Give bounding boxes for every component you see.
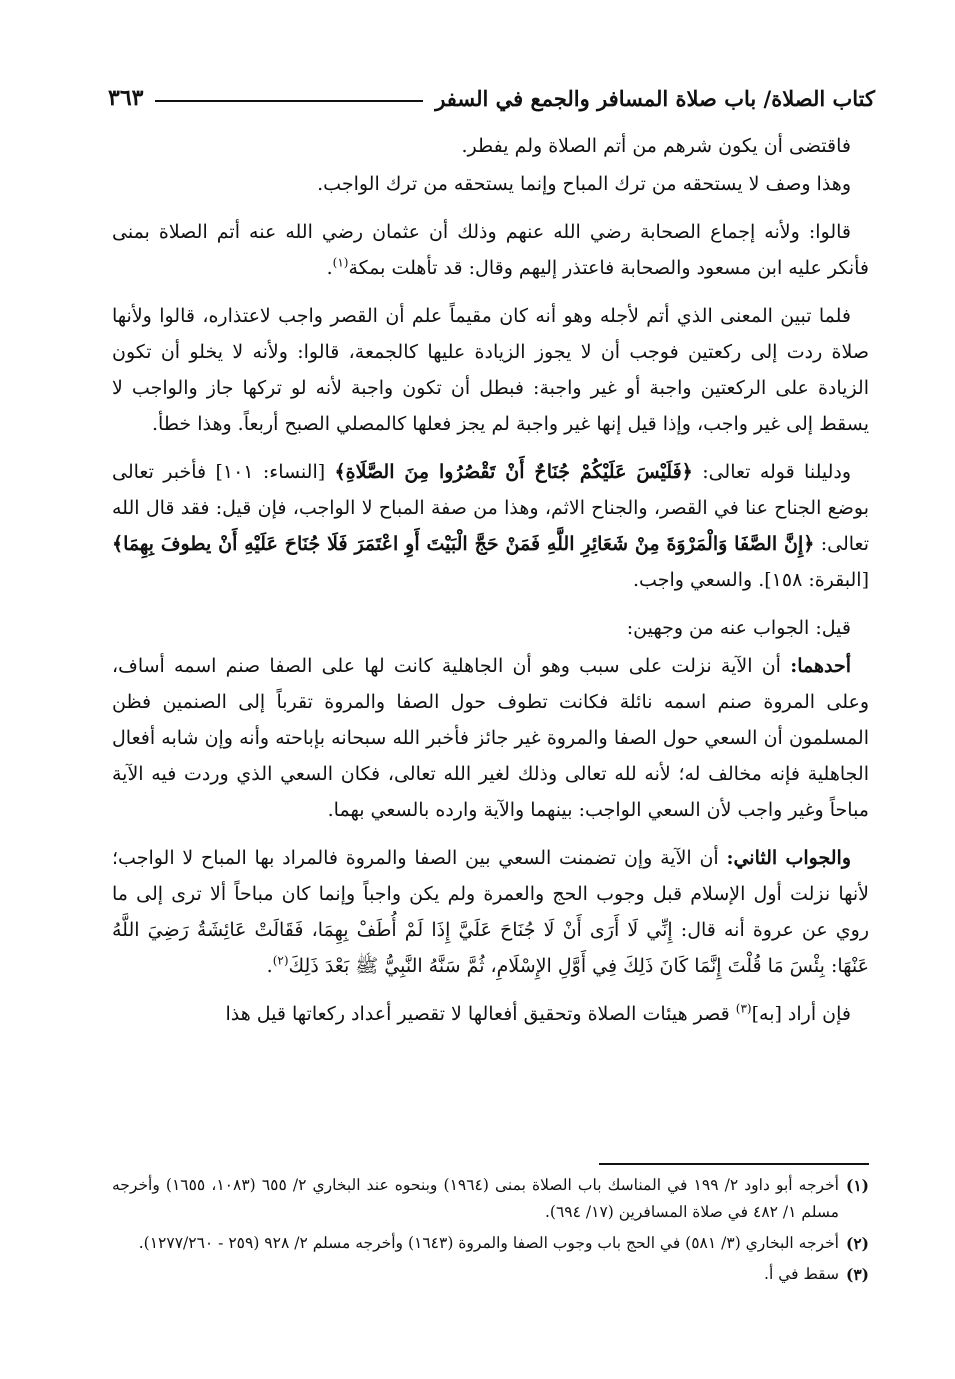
paragraph-text: قيل: الجواب عنه من وجهين: (626, 617, 851, 639)
paragraph-text: فأخبر تعالى بوضع الجناح عنا في القصر، والجناح الاثم، وهذا من صفة المباح لا الواجب، فإن قيل: فقد قال الله تعالى: (112, 461, 870, 555)
paragraph-lead: ودليلنا قوله تعالى: (702, 461, 852, 483)
answer-heading: أحدهما: (790, 655, 851, 677)
quran-verse: ﴿فَلَيْسَ عَلَيْكُمْ جُنَاحٌ أَنْ تَقْصُرُوا مِنَ الصَّلَاةِ﴾ (334, 461, 693, 483)
answer-heading: والجواب الثاني: (726, 847, 851, 869)
running-header (108, 78, 875, 118)
paragraph (112, 454, 869, 598)
paragraph-text: فلما تبين المعنى الذي أتم لأجله وهو أنه كان مقيماً علم أن القصر واجب لاعتذاره، قالوا ولأنها صلاة ردت إلى ركعتين فوجب أن لا يجوز الزيادة عليها كالجمعة، قالوا: ولأنه لا يخلو أن تكون الزيادة على الركعتين واجبة أو غير واجبة: فبطل أن تكون واجبة لأنه لو تركها جاز والواجب لا يسقط إلى غير واجب، وإذا قيل إنها غير واجبة لم يجز فعلها كالمصلي الصبح أربعاً. وهذا خطأ. (112, 305, 869, 435)
page-number: ٣٦٣ (108, 85, 144, 111)
footnote-number: (١) (845, 1176, 869, 1195)
footnote-marker: (١) (332, 255, 349, 270)
verse-reference: [البقرة: ١٥٨]. (758, 569, 869, 591)
paragraph (112, 648, 869, 828)
paragraph (112, 298, 869, 442)
paragraph (112, 610, 869, 646)
footnote-marker: (٣) (735, 1001, 752, 1016)
footnote-separator (599, 1163, 869, 1165)
main-text (112, 128, 869, 1044)
paragraph-text: وهذا وصف لا يستحقه من ترك المباح وإنما يستحقه من ترك الواجب. (317, 173, 851, 195)
hadith-quote: إِنِّي لَا أَرَى أَنْ لَا جُنَاحَ عَلَيَّ إِذَا لَمْ أُطَفْ بِهِمَا، فَقَالَتْ عَائِشَةُ رَضِيَ اللَّهُ عَنْهَا: بِئْسَ مَا قُلْتَ إِنَّمَا كَانَ ذَلِكَ فِي أَوَّلِ الإِسْلَامِ، ثُمَّ سَنَّهُ النَّبِيُّ ﷺ بَعْدَ ذَلِكَ (112, 919, 869, 977)
paragraph-text: قصر هيئات الصلاة وتحقيق أفعالها لا تقصير أعداد ركعاتها قيل هذا (225, 1003, 730, 1025)
paragraph: والجواب الثاني: أن الآية وإن تضمنت السعي بين الصفا والمروة فالمراد بها المباح لا الواجب؛ لأنها نزلت أول الإسلام قبل وجوب الحج والعمرة ولم يكن واجباً وإنما كان مباحاً ألا ترى إلى ما روي عن عروة أنه قال: إِنِّي لَا أَرَى أَنْ لَا جُنَاحَ عَلَيَّ إِذَا لَمْ أُطَفْ بِهِمَا، فَقَالَتْ عَائِشَةُ رَضِيَ اللَّهُ عَنْهَا: بِئْسَ مَا قُلْتَ إِنَّمَا كَانَ ذَلِكَ فِي أَوَّلِ الإِسْلَامِ، ثُمَّ سَنَّهُ النَّبِيُّ ﷺ بَعْدَ ذَلِكَ$^{(٢)}$. (112, 847, 870, 977)
quran-verse: ﴿إِنَّ الصَّفَا وَالْمَرْوَةَ مِنْ شَعَائِرِ اللَّهِ فَمَنْ حَجَّ الْبَيْتَ أَوِ اعْتَمَرَ فَلَا جُنَاحَ عَلَيْهِ أَنْ يطوفَ بِهِمَا﴾ (112, 533, 815, 555)
footnote-text: أخرجه البخاري (٣/ ٥٨١) في الحج باب وجوب الصفا والمروة (١٦٤٣) وأخرجه مسلم ٢/ ٩٢٨ (٢٥٩ - ١٢٧٧/٢٦٠). (138, 1234, 839, 1252)
paragraph-text: قالوا: ولأنه إجماع الصحابة رضي الله عنهم وذلك أن عثمان رضي الله عنه أتم الصلاة بمنى فأنكر عليه ابن مسعود والصحابة فاعتذر إليهم وقال: قد تأهلت بمكة (112, 221, 869, 279)
footnotes (112, 1172, 869, 1292)
paragraph-text: أن الآية نزلت على سبب وهو أن الجاهلية كانت لها على الصفا صنم اسمه أساف، وعلى المروة صنم اسمه نائلة فكانت تطوف حول الصفا والمروة تقرباً إلى الصنمين فظن المسلمون أن السعي حول الصفا والمروة غير جائز فأخبر الله سبحانه بإباحته وأنه وإن شابه أفعال الجاهلية فإنه مخالف له؛ لأنه لله تعالى وذلك لغير الله تعالى، فكان السعي الذي وردت فيه الآية مباحاً وغير واجب لأن السعي الواجب: بينهما والآية وارده بالسعي بهما. (112, 655, 869, 821)
footnote-marker: (٢) (272, 953, 289, 968)
chapter-title: كتاب الصلاة/ باب صلاة المسافر والجمع في السفر (435, 85, 875, 111)
paragraph: قالوا: ولأنه إجماع الصحابة رضي الله عنهم وذلك أن عثمان رضي الله عنه أتم الصلاة بمنى فأنكر عليه ابن مسعود والصحابة فاعتذر إليهم وقال: قد تأهلت بمكة$^{(١)}$. (112, 221, 869, 279)
footnote-text: سقط في أ. (764, 1265, 839, 1283)
paragraph (112, 128, 869, 164)
footnote-number: (٢) (845, 1234, 869, 1253)
paragraph-text: فاقتضى أن يكون شرهم من أتم الصلاة ولم يفطر. (461, 135, 851, 157)
header-rule (155, 100, 423, 102)
footnote-item (112, 1261, 869, 1288)
verse-reference: [النساء: ١٠١] (215, 461, 326, 483)
footnote-item (112, 1230, 869, 1257)
footnote-number: (٣) (845, 1265, 869, 1284)
footnote-text: أخرجه أبو داود ٢/ ١٩٩ في المناسك باب الصلاة بمنى (١٩٦٤) وبنحوه عند البخاري ٢/ ٦٥٥ (١٠٨٣، ١٦٥٥) وأخرجه مسلم ١/ ٤٨٢ في صلاة المسافرين (١٧/ ٦٩٤). (112, 1176, 839, 1221)
paragraph-lead: فإن أراد [به] (751, 1003, 851, 1025)
paragraph (112, 166, 869, 202)
paragraph-text: والسعي واجب. (633, 569, 753, 591)
paragraph-text: أن الآية وإن تضمنت السعي بين الصفا والمروة فالمراد بها المباح لا الواجب؛ لأنها نزلت أول الإسلام قبل وجوب الحج والعمرة ولم يكن واجباً وإنما كان مباحاً ألا ترى إلى ما روي عن عروة أنه قال: (112, 847, 870, 941)
paragraph (112, 996, 869, 1032)
footnote-item (112, 1172, 869, 1226)
